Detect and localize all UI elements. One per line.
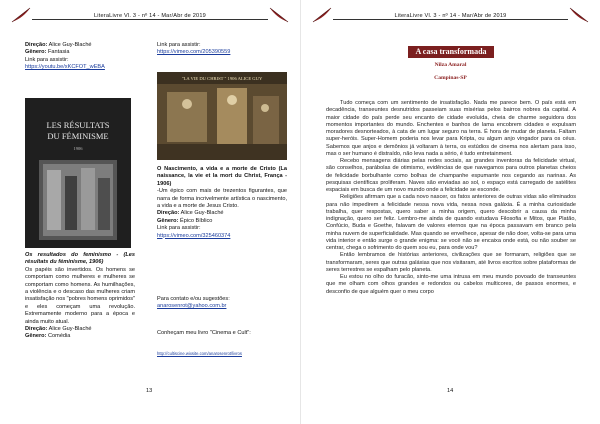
genre-label: Gênero:	[25, 333, 47, 340]
book-block	[157, 330, 287, 337]
page-header	[311, 6, 590, 26]
quill-icon	[268, 6, 290, 24]
director-value: Alice Guy-Blaché	[180, 210, 224, 217]
film-link[interactable]: https://vimeo.com/205390559	[157, 49, 231, 56]
genre-value: Épico Bíblico	[180, 217, 213, 224]
film-link[interactable]: https://youtu.be/xKCFOT_wEBA	[25, 64, 105, 71]
film-title: Os resultados do feminismo - (Les résultats du féminisme, 1906)	[25, 252, 135, 266]
film-info-block	[25, 42, 135, 72]
book-label: Conheçam meu livro "Cinema e Cult":	[157, 330, 251, 336]
article-location: Campinas-SP	[434, 75, 467, 81]
link-label: Link para assistir:	[157, 42, 201, 48]
book-link[interactable]: http://cultiscine.wixsite.com/anarosenrot/livros	[157, 351, 242, 356]
contact-label: Para contato e/ou sugestões:	[157, 296, 230, 302]
film-title: O Nascimento, a vida e a morte de Cristo (La naissance, la vie et la mort du Christ, França - 1906)	[157, 166, 287, 187]
film-info-block	[157, 166, 287, 240]
film-info-block	[25, 252, 135, 341]
article-paragraph: Tudo começa com um sentimento de insatisfação. Nada me parece bem. O país está em decadência, transeuntes desnutridos passeiam suas misérias pelos bairros nobres da capital. A maior cidade do país perde seu encanto de cidade evoluída, cheia de charme seguidora dos momentos importantes do mundo. Enchentes e banhos de lama encobrem cidades e expulsam moradores desnorteados, à cata de um lugar seguro na terra. É hora de mudar de planeta. Faltam super-heróis. Super-Homem poderia nos levar para Kripta, ou algum anjo vingador para os céus. Sabemos que anjos e demônios já voltaram à terra, os estúdios de cinema nos alertam para isso, mas o ser humano é distraído, não leva nada a sério, é tudo entretainment.	[326, 100, 576, 157]
link-label: Link para assistir:	[25, 56, 69, 63]
film-still	[157, 72, 287, 160]
contact-block	[157, 296, 287, 311]
right-page	[300, 0, 600, 424]
genre-value: Fantasia	[48, 49, 70, 56]
header-title: LiteraLivre Vl. 3 - nº 14 - Mar/Abr de 2019	[91, 13, 209, 19]
film-description: Os papéis são invertidos. Os homens se comportam como mulheres e mulheres se comportam como homens. As humilhações, a violência e o descaso das mulheres criam insatisfação nos "pobres homens oprimidos" e eles começam uma revolução. Extremamente moderno para a época e ainda muito atual.	[25, 266, 135, 325]
director-value: Alice Guy-Blaché	[48, 326, 92, 333]
book-link-block	[157, 350, 292, 357]
header-title: LiteraLivre Vl. 3 - nº 14 - Mar/Abr de 2019	[391, 13, 509, 19]
genre-value: Comédia	[48, 333, 71, 340]
genre-label: Gênero:	[157, 217, 179, 224]
director-label: Direção:	[157, 210, 180, 217]
film-poster	[25, 98, 131, 248]
poster-year: 1906	[73, 146, 83, 151]
page-header	[10, 6, 290, 26]
still-art	[157, 72, 287, 160]
director-label: Direção:	[25, 42, 48, 48]
article-paragraph: Então lembramos de histórias anteriores, civilizações que se formaram, religiões que se transformaram, seres que outras galáxias que nos visitaram, até livros escritos sobre plataformas de seres terrestres se espalham pelo planeta.	[326, 252, 576, 273]
poster-title-line2: DU FÉMINISME	[47, 131, 109, 141]
still-caption: "LA VIE DU CHRIST " 1906 ALICE GUY	[181, 76, 263, 81]
film-link[interactable]: https://vimeo.com/325460374	[157, 232, 231, 239]
poster-art	[25, 98, 131, 248]
article-paragraph: Eu estou no olho do furacão, sinto-me uma intrusa em meu mundo povoado de transeuntes que me olham com olhos grandes e redondos ou cabelos multicores, de passos enormes, e desconfio de que alguém quer o meu corpo	[326, 274, 576, 295]
quill-icon	[568, 6, 590, 24]
article-paragraph: Religiões afirmam que a cada novo nascer, os fatos anteriores de outras vidas são eliminados para não impedirem a felicidade nessa nova vida, nessa nova galáxia. É a minha curiosidade trabalha, quer respostas, quero saber a minha origem, quero descobrir a causa da minha indignação, quero ser feliz. Lembro-me ainda de quando estudava Filosofia e Mitos, que Platão, Confúcio, Buda e Goethe, falavam de valores eternos que na época passavam em branco pela minha nuvem de superficialidade. Mas quando se envelhece, apesar de não doer, volta-se para uma vida interior e então surge o grande enigma: se você não se encaixa onde está, ou não souber se centrar, chega o sofrimento do quem sou eu, para onde vou?	[326, 194, 576, 251]
film-description: -Um épico com mais de trezentos figurantes, que narra de forma incrivelmente artística o nascimento, a vida e a morte de Jesus Cristo.	[157, 188, 287, 210]
article-author: Nilza Amaral	[434, 62, 467, 68]
header-rule	[333, 19, 568, 20]
article-paragraph: Recebo mensagens diárias pelas redes sociais, as grandes inventoras da felicidade virtual, são conselhos, parábolas de otimismo, evidências de que navegamos para outros planetas cheios de felicidade borbulhante como bolhas de champanhe espumante nos cegando as narinas. As pesquisas científicas proliferam. Naves são enviadas ao sol, o espaço está carregado de satélites espaciais em busca de um novo mundo onde a felicidade se esconde.	[326, 158, 576, 193]
page-number: 14	[447, 388, 454, 394]
director-value: Alice Guy-Blaché	[48, 42, 92, 48]
page-number: 13	[146, 388, 153, 394]
contact-email[interactable]: anarosenrot@yahoo.com.br	[157, 303, 227, 310]
director-label: Direção:	[25, 326, 48, 333]
film-info-block	[157, 42, 287, 57]
header-rule	[32, 19, 268, 20]
article-body	[326, 100, 576, 296]
link-label: Link para assistir:	[157, 225, 201, 232]
poster-title-line1: LES RÉSULTATS	[46, 120, 110, 130]
article-title: A casa transformada	[408, 46, 494, 58]
genre-label: Gênero:	[25, 49, 47, 56]
